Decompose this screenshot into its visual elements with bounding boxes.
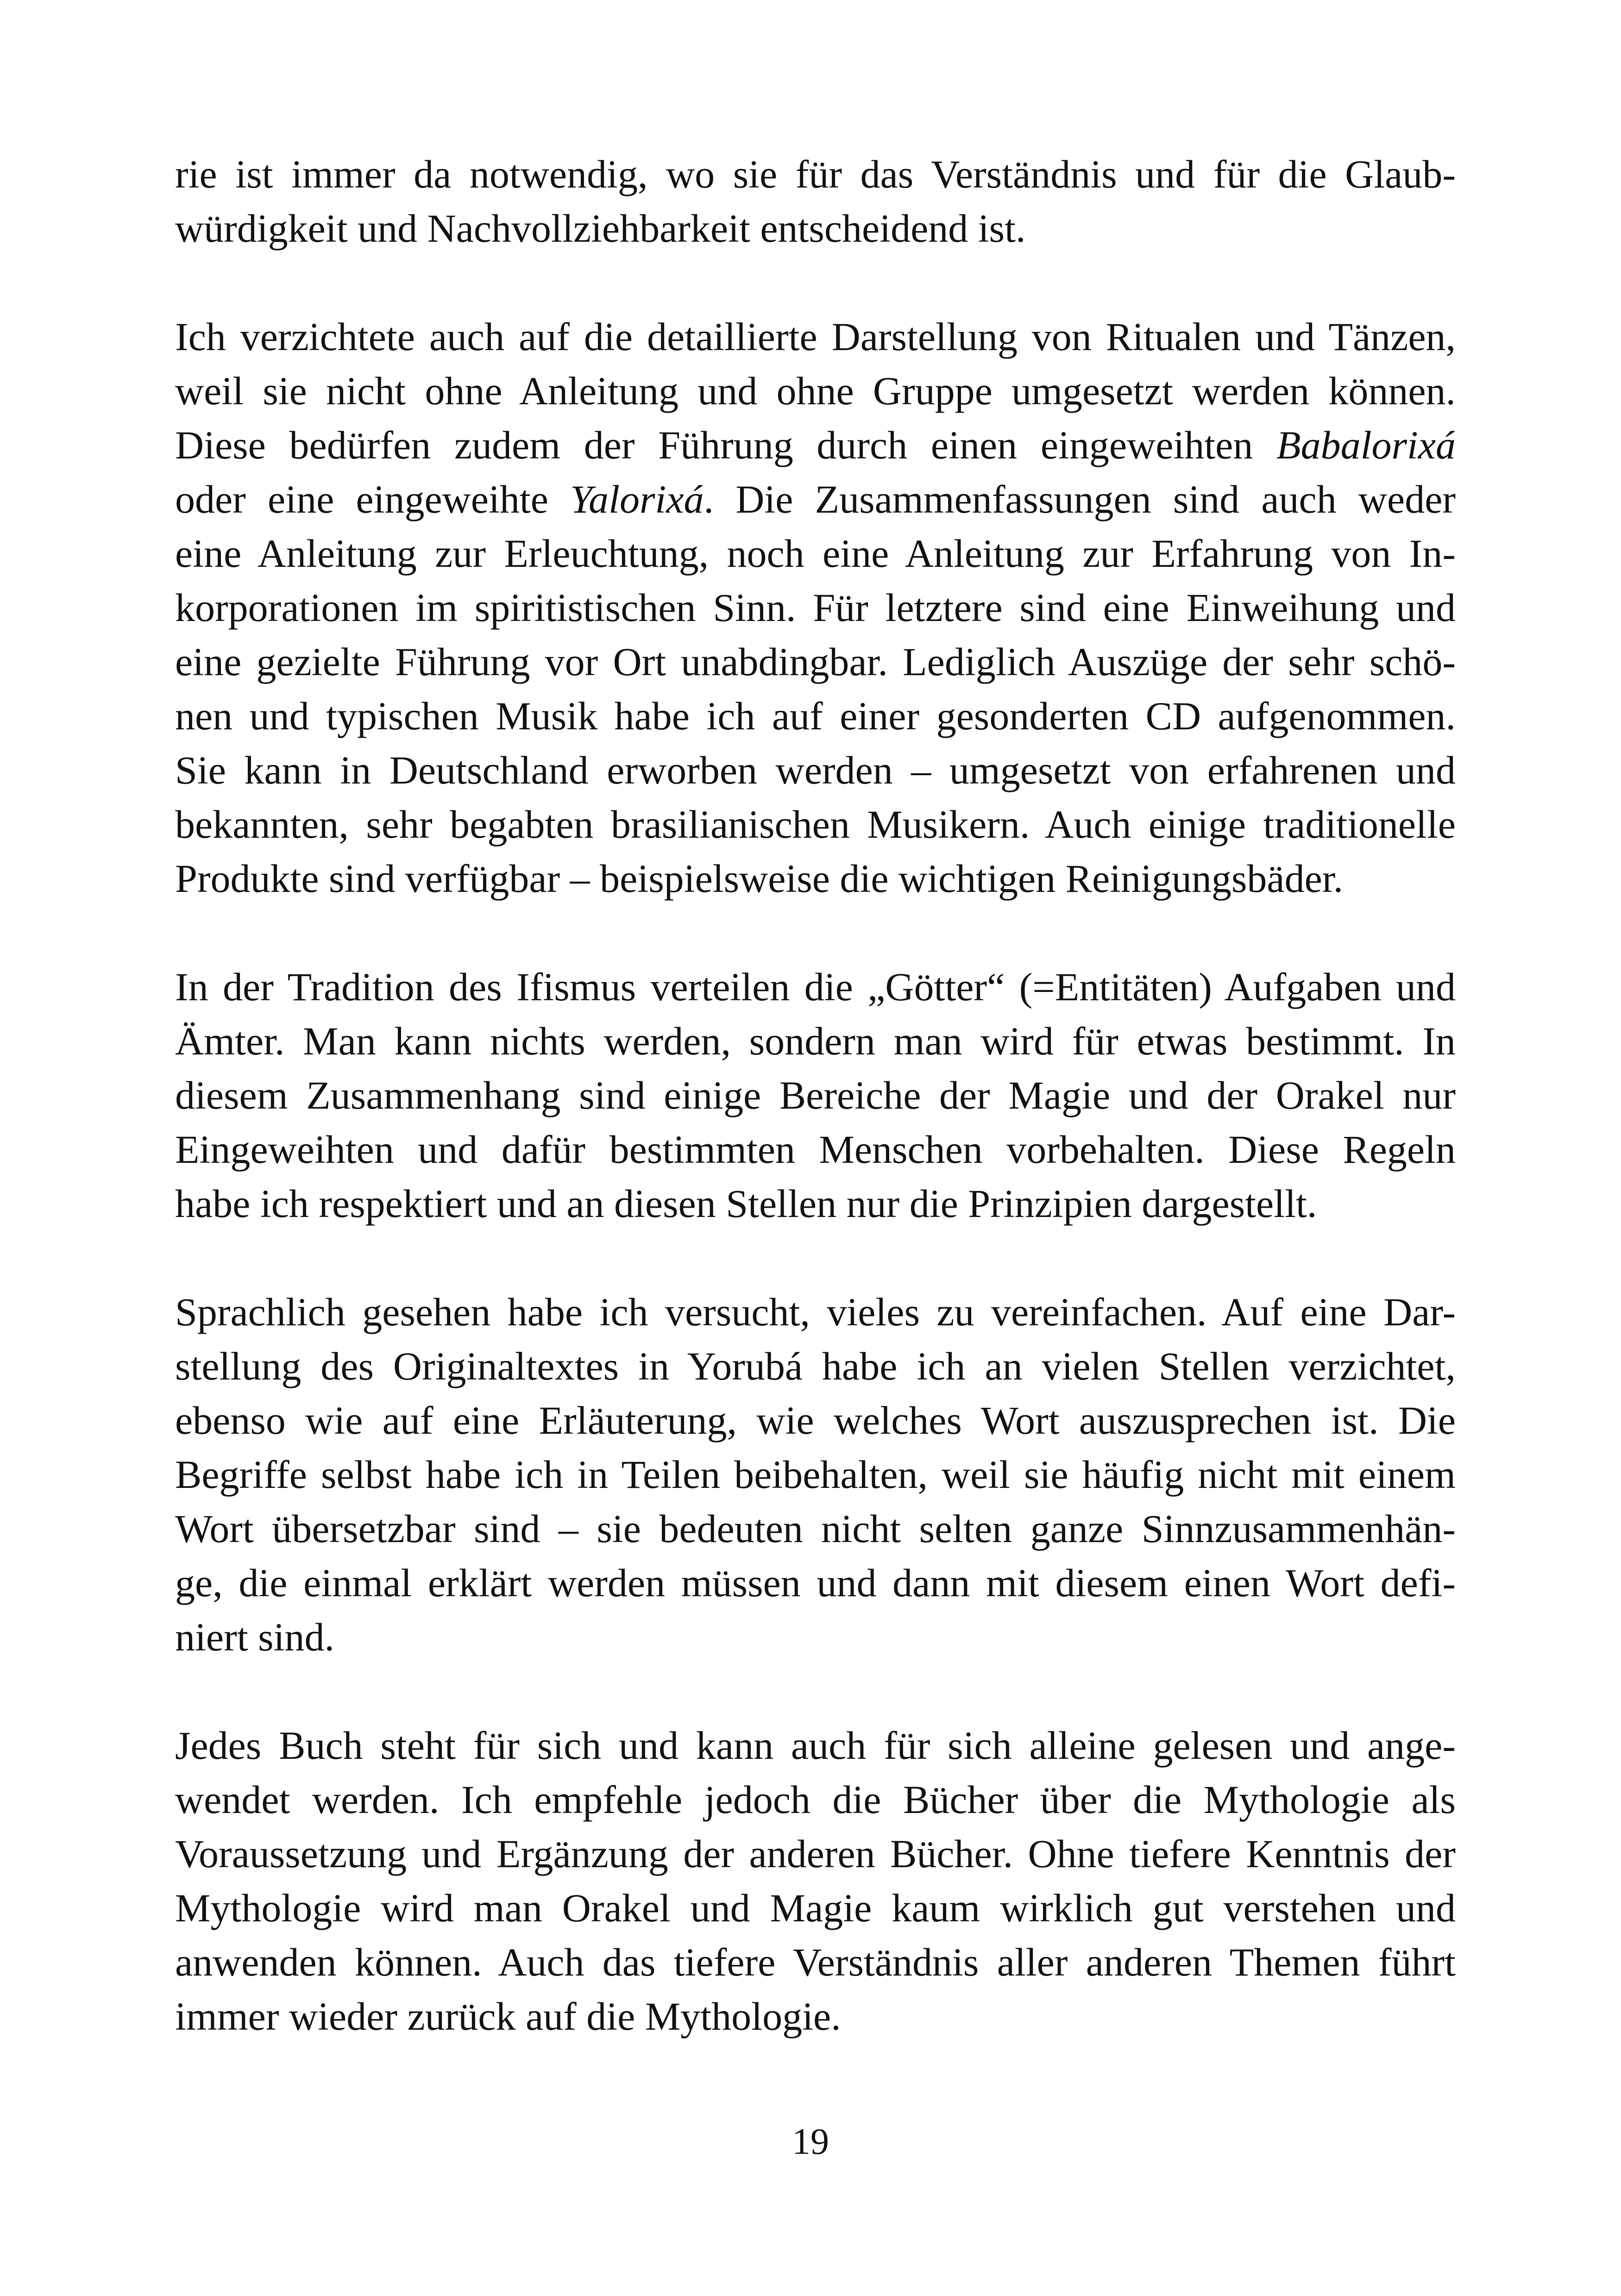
text-line: In der Tradition des Ifismus verteilen die „Götter“ (=Entitäten) Aufgaben und [175, 965, 1456, 1009]
text-segment: oder eine eingeweihte [175, 477, 571, 521]
text-line: weil sie nicht ohne Anleitung und ohne Gruppe umgesetzt werden können. [175, 369, 1456, 413]
text-line: eine gezielte Führung vor Ort unabdingbar. Lediglich Auszüge der sehr schö- [175, 640, 1456, 684]
text-line: Wort übersetzbar sind – sie bedeuten nicht selten ganze Sinnzusammenhän- [175, 1506, 1456, 1551]
text-line: Jedes Buch steht für sich und kann auch für sich alleine gelesen und ange- [175, 1723, 1456, 1768]
text-line: Eingeweihten und dafür bestimmten Menschen vorbehalten. Diese Regeln [175, 1127, 1456, 1172]
text-line: immer wieder zurück auf die Mythologie. [175, 1994, 841, 2039]
text-line: nen und typischen Musik habe ich auf einer gesonderten CD aufgenommen. [175, 694, 1456, 738]
paragraph [175, 1285, 1456, 1664]
text-line: habe ich respektiert und an diesen Stellen nur die Prinzipien dargestellt. [175, 1181, 1317, 1226]
page-number: 19 [792, 2121, 829, 2162]
text-line: eine Anleitung zur Erleuchtung, noch eine Anleitung zur Erfahrung von In- [175, 531, 1456, 576]
text-line: wendet werden. Ich empfehle jedoch die Bücher über die Mythologie als [175, 1777, 1456, 1822]
paragraph [175, 1719, 1456, 2044]
paragraph [175, 310, 1456, 906]
italic-term: Yalorixá [570, 477, 704, 521]
text-line: Sie kann in Deutschland erworben werden – umgesetzt von erfahrenen und [175, 748, 1456, 792]
italic-term: Babalorixá [1276, 423, 1456, 467]
text-line: korporationen im spiritistischen Sinn. Für letztere sind eine Einweihung und [175, 585, 1456, 630]
text-line: Sprachlich gesehen habe ich versucht, vieles zu vereinfachen. Auf eine Dar- [175, 1290, 1456, 1334]
text-line: Ämter. Man kann nichts werden, sondern man wird für etwas bestimmt. In [175, 1019, 1456, 1063]
text-segment: Diese bedürfen zudem der Führung durch einen eingeweihten [175, 423, 1277, 467]
text-line: Begriffe selbst habe ich in Teilen beibehalten, weil sie häufig nicht mit einem [175, 1452, 1456, 1497]
text-line: Voraussetzung und Ergänzung der anderen Bücher. Ohne tiefere Kenntnis der [175, 1832, 1456, 1876]
text-line: Produkte sind verfügbar – beispielsweise die wichtigen Reinigungsbäder. [175, 856, 1344, 901]
text-line: Ich verzichtete auch auf die detaillierte Darstellung von Ritualen und Tänzen, [175, 314, 1456, 359]
text-segment: . Die Zusammenfassungen sind auch weder [704, 477, 1456, 521]
text-line: rie ist immer da notwendig, wo sie für das Verständnis und für die Glaub- [175, 152, 1456, 196]
text-line: ge, die einmal erklärt werden müssen und dann mit diesem einen Wort defi- [175, 1561, 1456, 1605]
body-text [175, 147, 1456, 2098]
text-line [175, 418, 1456, 472]
text-line: ebenso wie auf eine Erläuterung, wie welches Wort auszusprechen ist. Die [175, 1398, 1456, 1443]
text-line: würdigkeit und Nachvollziehbarkeit entscheidend ist. [175, 206, 1026, 251]
text-line [175, 472, 1456, 527]
paragraph [175, 147, 1456, 256]
text-line: anwenden können. Auch das tiefere Verständnis aller anderen Themen führt [175, 1940, 1456, 1984]
text-line: diesem Zusammenhang sind einige Bereiche der Magie und der Orakel nur [175, 1073, 1456, 1117]
text-line: Mythologie wird man Orakel und Magie kaum wirklich gut verstehen und [175, 1886, 1456, 1930]
text-line: niert sind. [175, 1615, 334, 1659]
text-line: bekannten, sehr begabten brasilianischen Musikern. Auch einige traditionelle [175, 802, 1456, 847]
text-line: stellung des Originaltextes in Yorubá habe ich an vielen Stellen verzichtet, [175, 1344, 1456, 1388]
paragraph [175, 960, 1456, 1231]
